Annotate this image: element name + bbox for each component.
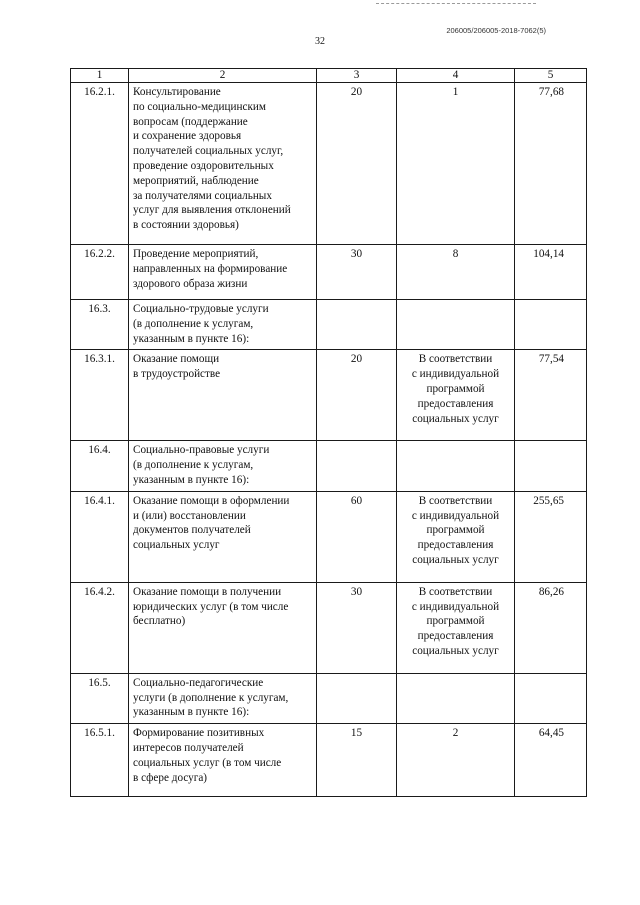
row-number-cell: 16.2.1.: [71, 83, 129, 245]
table-row: [71, 350, 587, 441]
volume-cell: 30: [317, 582, 397, 673]
table-row: [71, 491, 587, 582]
frequency-cell: В соответствии с индивидуальной программой предоставления социальных услуг: [397, 582, 515, 673]
frequency-cell: В соответствии с индивидуальной программой предоставления социальных услуг: [397, 350, 515, 441]
table-row: [71, 673, 587, 723]
price-cell: [515, 673, 587, 723]
volume-cell: 20: [317, 83, 397, 245]
row-number-cell: 16.4.1.: [71, 491, 129, 582]
volume-cell: [317, 673, 397, 723]
volume-cell: 20: [317, 350, 397, 441]
row-number-cell: 16.5.1.: [71, 724, 129, 797]
column-header: 1: [71, 69, 129, 83]
column-header: 5: [515, 69, 587, 83]
service-name-cell: Оказание помощи в получении юридических услуг (в том числе бесплатно): [129, 582, 317, 673]
table-row: [71, 724, 587, 797]
column-header: 3: [317, 69, 397, 83]
service-name-cell: Социально-правовые услуги (в дополнение к услугам, указанным в пункте 16):: [129, 441, 317, 491]
volume-cell: 30: [317, 245, 397, 300]
price-cell: 77,54: [515, 350, 587, 441]
service-name-cell: Проведение мероприятий, направленных на формирование здорового образа жизни: [129, 245, 317, 300]
service-name-cell: Оказание помощи в трудоустройстве: [129, 350, 317, 441]
row-number-cell: 16.3.: [71, 300, 129, 350]
price-cell: 77,68: [515, 83, 587, 245]
price-cell: [515, 441, 587, 491]
price-cell: 64,45: [515, 724, 587, 797]
frequency-cell: В соответствии с индивидуальной программой предоставления социальных услуг: [397, 491, 515, 582]
volume-cell: 60: [317, 491, 397, 582]
frequency-cell: 1: [397, 83, 515, 245]
price-cell: [515, 300, 587, 350]
row-number-cell: 16.4.: [71, 441, 129, 491]
table-row: [71, 300, 587, 350]
price-cell: 255,65: [515, 491, 587, 582]
table-row: [71, 441, 587, 491]
frequency-cell: [397, 441, 515, 491]
frequency-cell: [397, 673, 515, 723]
service-name-cell: Формирование позитивных интересов получателей социальных услуг (в том числе в сфере досуга): [129, 724, 317, 797]
page-number: 32: [315, 36, 325, 47]
row-number-cell: 16.3.1.: [71, 350, 129, 441]
top-edge-mark: [376, 3, 536, 6]
row-number-cell: 16.4.2.: [71, 582, 129, 673]
row-number-cell: 16.5.: [71, 673, 129, 723]
service-name-cell: Консультирование по социально-медицинским вопросам (поддержание и сохранение здоровья получателей социальных услуг, проведение оздоровительных мероприятий, наблюдение за получателями социальных услуг для выявления отклонений в состоянии здоровья): [129, 83, 317, 245]
service-name-cell: Социально-педагогические услуги (в дополнение к услугам, указанным в пункте 16):: [129, 673, 317, 723]
price-cell: 104,14: [515, 245, 587, 300]
frequency-cell: 8: [397, 245, 515, 300]
frequency-cell: 2: [397, 724, 515, 797]
service-name-cell: Оказание помощи в оформлении и (или) восстановлении документов получателей социальных услуг: [129, 491, 317, 582]
volume-cell: 15: [317, 724, 397, 797]
table-row: [71, 245, 587, 300]
table-row: [71, 582, 587, 673]
column-header: 2: [129, 69, 317, 83]
price-cell: 86,26: [515, 582, 587, 673]
row-number-cell: 16.2.2.: [71, 245, 129, 300]
document-id: 206005/206005-2018-7062(5): [446, 26, 546, 35]
column-header: 4: [397, 69, 515, 83]
services-table: [70, 68, 587, 797]
table-header-row: [71, 69, 587, 83]
table-row: [71, 83, 587, 245]
frequency-cell: [397, 300, 515, 350]
volume-cell: [317, 300, 397, 350]
service-name-cell: Социально-трудовые услуги (в дополнение к услугам, указанным в пункте 16):: [129, 300, 317, 350]
volume-cell: [317, 441, 397, 491]
